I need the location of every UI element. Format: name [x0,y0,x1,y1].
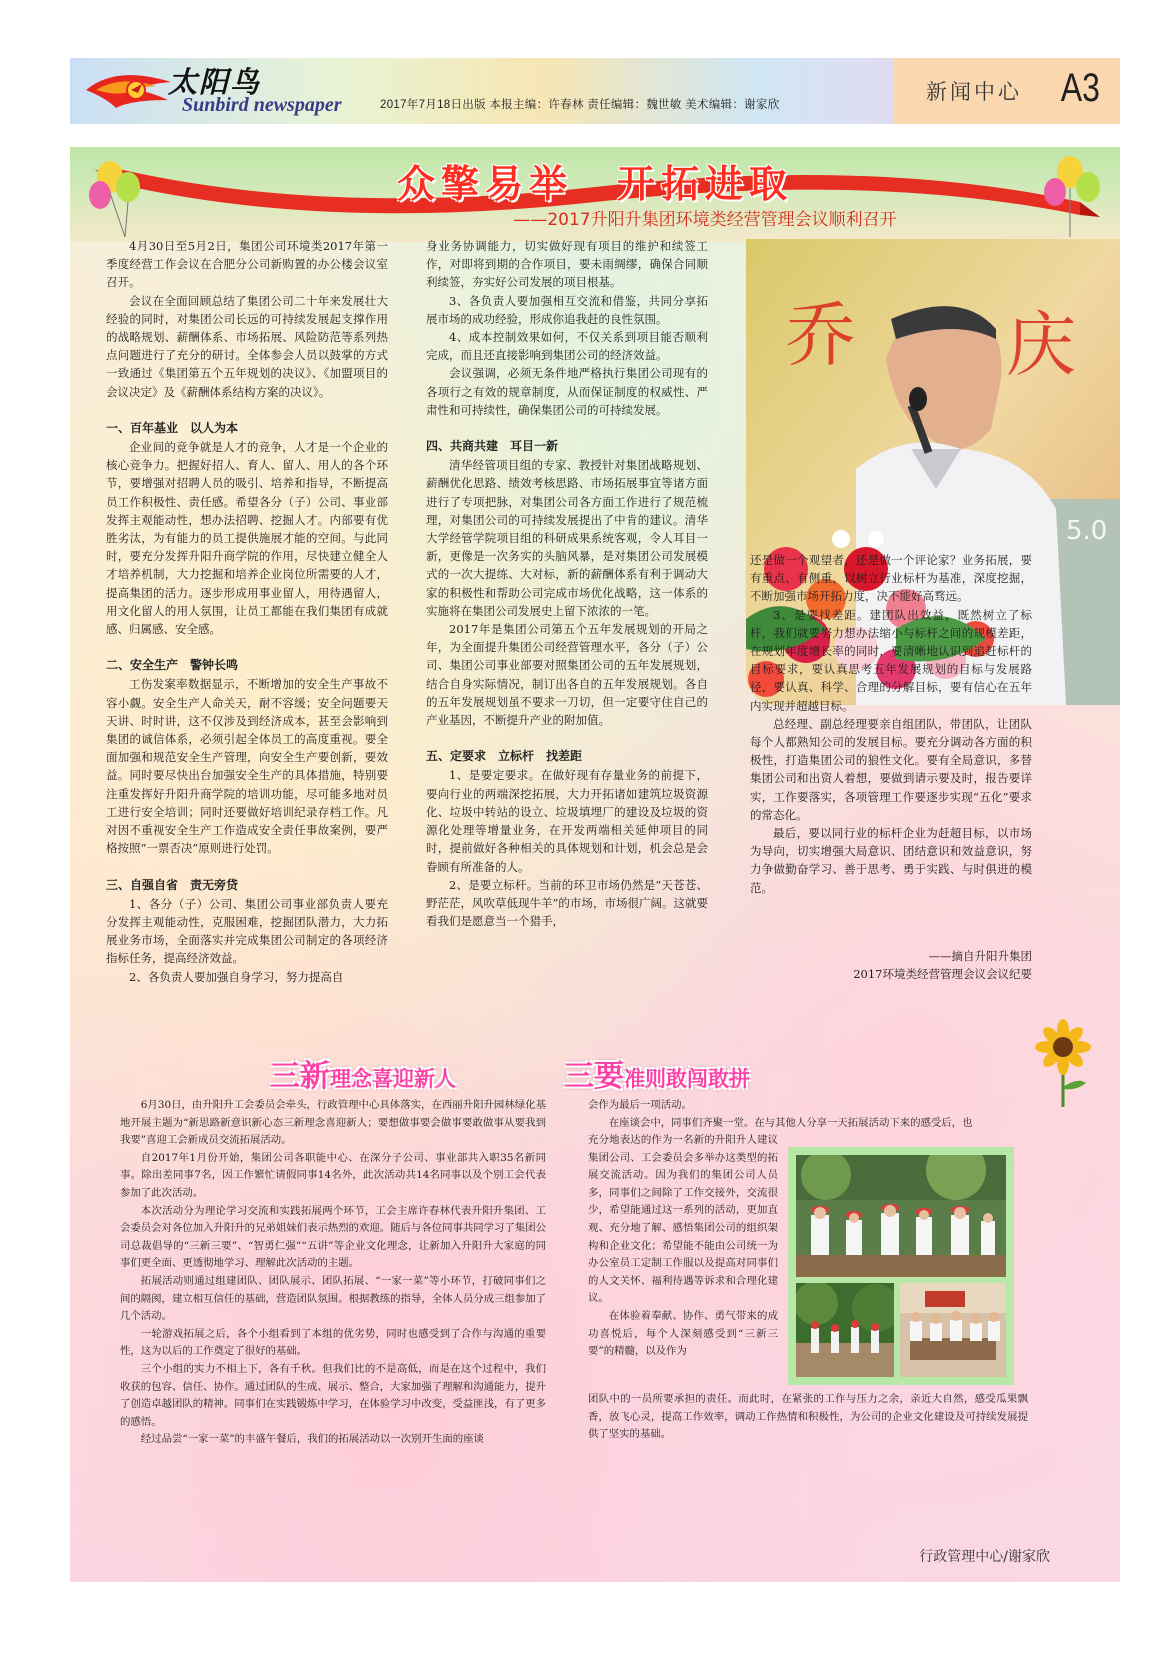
feature-column-right-top [588,1097,1028,1132]
paragraph: 本次活动分为理论学习交流和实践拓展两个环节，工会主席许春林代表升阳升集团、工会委员会对各位加入升阳升的兄弟姐妹们表示热烈的欢迎。随后与各位同事共同学习了集团公司总裁倡导的“三新三要”、“智勇仁强”“五讲”等企业文化理念，让新加入升阳升大家庭的同事们更全面、更透彻地学习、理解此次活动的主题。 [120,1204,547,1270]
paragraph: 2、各负责人要加强自身学习，努力提高自 [129,969,344,984]
paragraph: 2、是要立标杆。当前的环卫市场仍然是“天苍苍、野茫茫，风吹草低现牛羊”的市场，市场很广阔。这就要看我们是愿意当一个猎手， [426,877,708,929]
author-credit: 行政管理中心/谢家欣 [919,1549,1050,1565]
activity-photo-collage [788,1147,1014,1385]
source-line: ——摘自升阳升集团 [928,948,1032,963]
paragraph: 企业间的竞争就是人才的竞争，人才是一个企业的核心竞争力。把握好招人、育人、留人、用人的各个环节，要增强对招聘人员的吸引、培养和指导，不断提高员工作积极性、责任感。希望各分（子）公司、事业部发挥主观能动性，想办法招聘、挖掘人才。内部要有优胜劣汰，为有能力的员工提供施展才能的空间。与此同时，要充分发挥升阳升商学院的作用，尽快建立健全人才培养机制，大力挖掘和培养企业岗位所需要的人才，提高集团的活力。逐步形成用事业留人，用待遇留人，用文化留人的用人氛围，让员工都能在我们集团有成就感、归属感、安全感。 [106,440,388,637]
feature-column-right-narrow [588,1132,778,1361]
masthead [70,58,1120,124]
svg-text:乔: 乔 [786,294,856,376]
paragraph: 经过品尝“一家一菜”的丰盛午餐后，我们的拓展活动以一次别开生面的座谈 [140,1433,484,1446]
section-heading: 二、安全生产 警钟长鸣 [106,658,239,673]
article-column-3 [750,551,1032,983]
paragraph: 会作为最后一项活动。 [588,1099,692,1111]
source-line: 2017环境类经营管理会议会议纪要 [853,967,1032,982]
outdoor-photo [796,1283,894,1377]
page-panel [70,147,1120,1582]
paragraph: 1、各分（子）公司、集团公司事业部负责人要充分发挥主观能动性，克服困难，挖掘团队潜力，大力拓展业务市场，全面落实并完成集团公司制定的各项经济指标任务，提高经济效益。 [106,896,388,966]
paragraph: 最后，要以同行业的标杆企业为赶超目标，以市场为导向，切实增强大局意识、团结意识和效益意识，努力争做勤奋学习、善于思考、勇于实践、与时俱进的模范。 [750,826,1032,895]
section-heading: 一、百年基业 以人为本 [106,420,239,435]
group-photo [796,1155,1006,1277]
section-heading: 三、自强自省 责无旁贷 [106,877,239,892]
paragraph: 在座谈会中，同事们齐聚一堂。在与其他人分享一天拓展活动下来的感受后，也 [608,1116,973,1129]
paragraph: 还是做一个观望者，还是做一个评论家？业务拓展，要有重点、有侧重，以树立行业标杆为基准，深度挖掘，不断加强市场开拓力度，决不能好高骛远。 [750,553,1032,604]
paragraph: 团队中的一员所要承担的责任。而此时，在紧张的工作与压力之余，亲近大自然，感受瓜果飘香，放飞心灵，提高工作效率，调动工作热情和积极性，为公司的企业文化建设及可持续发展提供了坚实的基础。 [588,1393,1028,1441]
paragraph: 会议强调，必须无条件地严格执行集团公司现有的各项行之有效的规章制度，从而保证制度的权威性、严肃性和可持续性，确保集团公司的可持续发展。 [426,366,708,417]
paragraph: 3、是要找差距。建团队出效益，既然树立了标杆，我们就要努力想办法缩小与标杆之间的规模差距，在规划年度增长率的同时，要清晰地认识到追赶标杆的目标要求，要认真思考五年发展规划的目标与发展路径，要认真、科学、合理的分解目标，要有信心在五年内实现并超越目标。 [750,607,1032,713]
section-box [894,58,1120,124]
paragraph: 三个小组的实力不相上下，各有千秋。但我们比的不是高低，而是在这个过程中，我们收获的包容、信任、协作。通过团队的生成、展示、整合，大家加强了理解和沟通能力，提升了创造卓越团队的精神。同事们在实践锻炼中学习，在体验学习中改变，受益匪浅，有了更多的感悟。 [120,1362,547,1428]
section-heading: 四、共商共建 耳目一新 [426,439,559,454]
meeting-photo [900,1283,1006,1377]
paragraph: 总经理、副总经理要亲自组团队，带团队，让团队每个人都熟知公司的发展目标。要充分调动各方面的积极性，打造集团公司的狼性文化。要有全局意识，多替集团公司和出资人着想，要做到请示要及时，报告要详实，工作要落实，各项管理工作要逐步实现“五化”要求的常态化。 [750,716,1032,822]
paragraph: 在体验着奉献、协作、勇气带来的成功喜悦后，每个人深刻感受到“三新三要”的精髓，以及作为 [588,1309,778,1358]
section-name: 新闻中心 [926,80,1022,104]
paragraph: 会议在全面回顾总结了集团公司二十年来发展壮大经验的同时，对集团公司长远的可持续发展起支撑作用的战略规划、薪酬体系、市场拓展、风险防范等系列热点问题进行了充分的研讨。全体参会人员以鼓掌的方式一致通过《集团第五个五年规划的决议》、《加盟项目的会议决定》及《薪酬体系结构方案的决议》。 [106,293,388,399]
feature-column-left [120,1097,546,1449]
paragraph: 自2017年1月份开始，集团公司各职能中心、在深分子公司、事业部共入职35名新同事。除出差同事7名，因工作繁忙请假同事14名外，此次活动共14名同事以及个别工会代表参加了此次活动。 [120,1151,546,1199]
masthead-title-en: Sunbird newspaper [182,94,342,116]
feature-title-right [564,1051,750,1095]
svg-text:5.0: 5.0 [1066,516,1108,546]
feature-title-left-big: 三新 [270,1059,330,1094]
page-number: A3 [1060,66,1100,110]
feature-title-right-big: 三要 [564,1059,624,1094]
masthead-title: 太阳鸟 [168,65,262,99]
paragraph: 1、是要定要求。在做好现有存量业务的前提下，要向行业的两端深挖拓展，大力开拓诸如建筑垃圾资源化、垃圾中转站的设立、垃圾填埋厂的建设及垃圾的资源化处理等增量业务，在开发两端相关延伸项目的同时，提前做好各种相关的具体规划和计划，机会总是会眷顾有所准备的人。 [426,768,708,874]
paragraph: 身业务协调能力，切实做好现有项目的维护和续签工作，对即将到期的合作项目，要未雨绸缪，确保合同顺利续签，夯实好公司发展的项目根基。 [426,239,708,290]
paragraph: 4、成本控制效果如何，不仅关系到项目能否顺利完成，而且还直接影响到集团公司的经济效益。 [426,330,708,363]
paragraph: 充分地表达的作为一名新的升阳升人建议集团公司、工会委员会多举办这类型的拓展交流活动。因为我们的集团公司人员多，同事们之间除了工作交接外，交流很少，希望能通过这一系列的活动，更加直观、充分地了解、感悟集团公司的组织架构和企业文化；希望能不能由公司统一为办公室员工定制工作服以及提高对同事们的人文关怀、福利待遇等诉求和合理化建议。 [588,1134,778,1305]
section-heading: 五、定要求 立标杆 找差距 [426,749,583,764]
article-subhead: ——2017升阳升集团环境类经营管理会议顺利召开 [513,210,897,230]
paragraph: 4月30日至5月2日，集团公司环境类2017年第一季度经营工作会议在合肥分公司新购置的办公楼会议室召开。 [106,239,388,290]
feature-title-left-small: 理念喜迎新人 [330,1067,456,1091]
feature-title-left [270,1051,456,1095]
article-headline: 众擎易举 开拓进取 [396,162,793,206]
article-column-1 [106,237,388,986]
paragraph: 清华经管项目组的专家、教授针对集团战略规划、薪酬优化思路、绩效考核思路、市场拓展事宜等诸方面进行了专项把脉，对集团公司各方面工作进行了规范梳理，对集团公司的可持续发展提出了中肯的建议。清华大学经管学院项目组的科研成果系统客观，令人耳目一新，更像是一次务实的头脑风暴，是对集团公司发展模式的一次大提练、大对标，新的薪酬体系有利于调动大家的积极性和帮助公司完成市场优化战略，这一体系的实施将在集团公司发展史上留下浓浓的一笔。 [426,458,708,618]
paragraph: 2017年是集团公司第五个五年发展规划的开局之年，为全面提升集团公司经营管理水平，各分（子）公司、集团公司事业部要对照集团公司的五年发展规划，结合自身实际情况，制订出各自的五年发展规划。各自的五年发展规划虽不要求一刀切，但一定要守住自己的产业基因，不断提升产业的附加值。 [426,622,708,728]
svg-text:庆: 庆 [1006,304,1076,386]
feature-column-right-bottom [588,1391,1028,1444]
paragraph: 6月30日，由升阳升工会委员会牵头，行政管理中心具体落实，在西丽升阳升园林绿化基地开展主题为“新思路新意识新心态三新理念喜迎新人；要想做事要会做事要敢做事从要我到我要”喜迎工会新成员交流拓展活动。 [120,1099,546,1147]
article-column-2 [426,237,708,930]
paragraph: 3、各负责人要加强相互交流和借鉴，共同分享拓展市场的成功经验，形成你追我赶的良性氛围。 [426,293,708,326]
paragraph: 工伤发案率数据显示，不断增加的安全生产事故不容小觑。安全生产人命关天，耐不容缓；安全问题要天天讲、时时讲，这不仅涉及到经济成本，甚至会影响到集团的诚信体系，必须引起全体员工的高度重视。要全面加强和规范安全生产管理，向安全生产要创新，要效益。同时要尽快出台加强安全生产的具体措施，特别要注重发挥好升阳升商学院的培训功能，尽可能多地对员工进行安全培训；同时还要做好培训纪录存档工作。凡对因不重视安全生产工作造成安全责任事故案例，要严格按照“一票否决”原则进行处罚。 [106,677,388,856]
paragraph: 拓展活动则通过组建团队、团队展示、团队拓展、“一家一菜”等小环节，打破同事们之间的隔阂，建立相互信任的基础，营造团队氛围。根据教练的指导，全体人员分成三组参加了几个活动。 [120,1274,547,1323]
masthead-meta: 2017年7月18日出版 本报主编：许春林 责任编辑：魏世敏 美术编辑：谢家欣 [380,99,780,111]
paragraph: 一轮游戏拓展之后，各个小组看到了本组的优劣势，同时也感受到了合作与沟通的重要性，这为以后的工作奠定了很好的基础。 [120,1327,546,1358]
sunflower-icon [1028,1017,1098,1107]
feature-title-right-small: 准则敢闯敢拼 [624,1067,750,1091]
